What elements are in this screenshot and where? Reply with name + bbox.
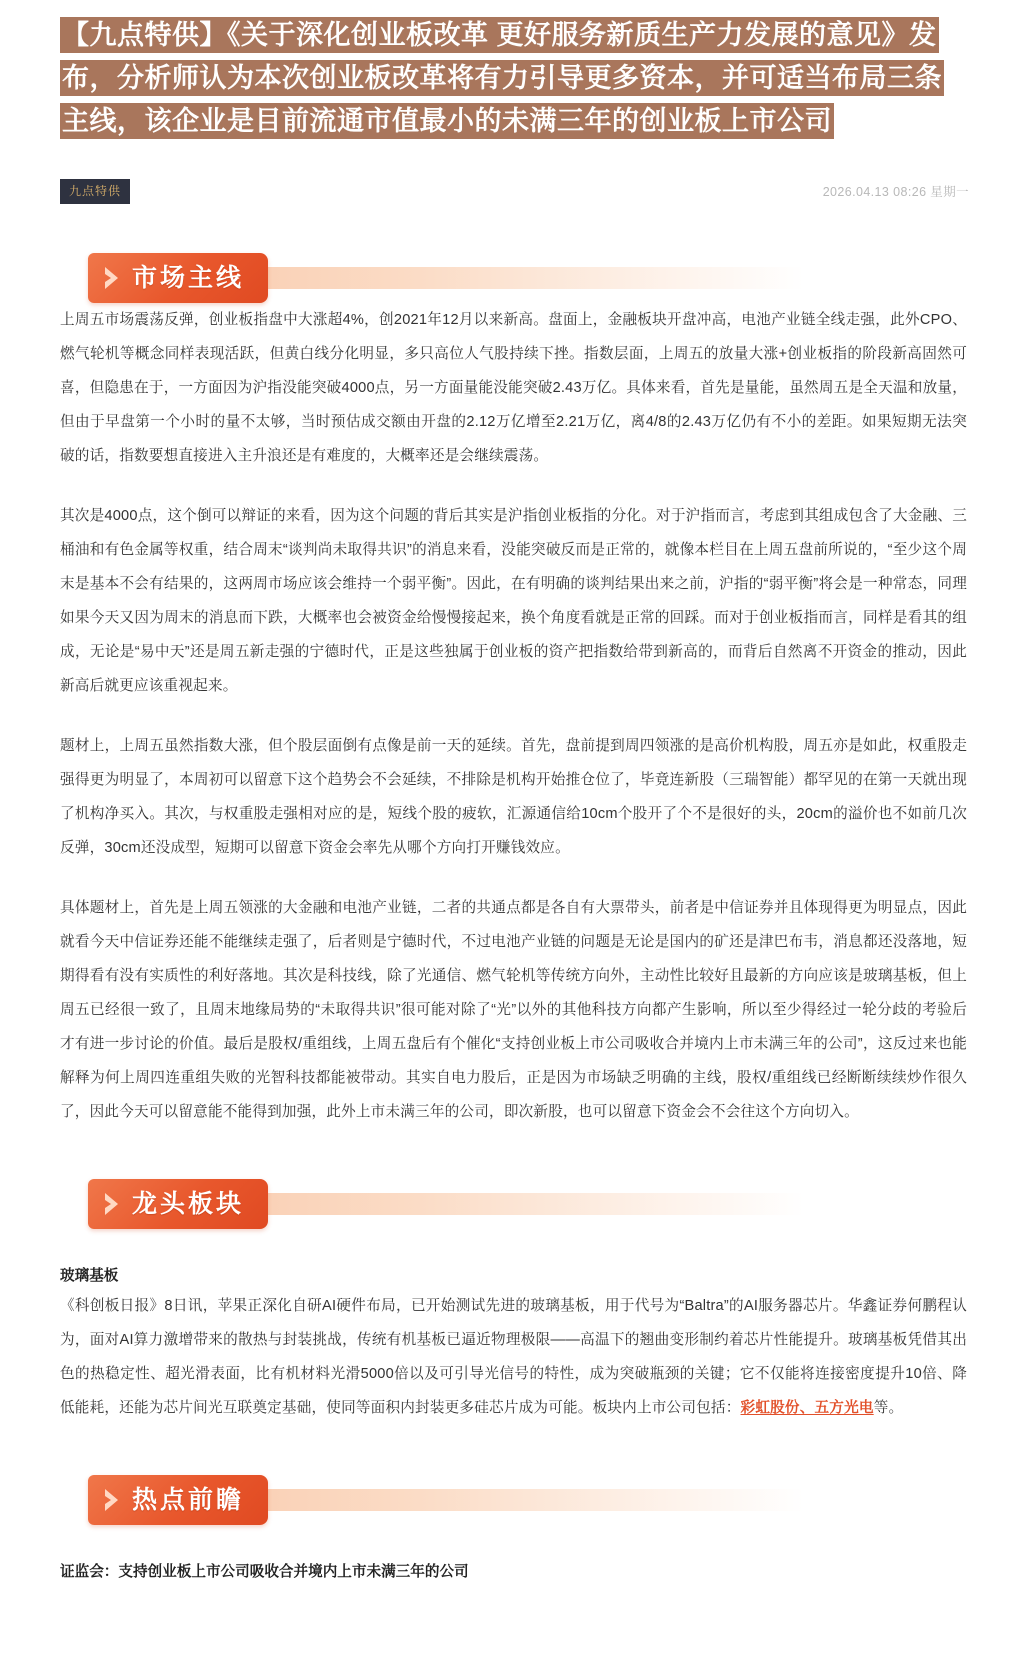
section-title: 市场主线 xyxy=(132,263,245,292)
page-title xyxy=(60,14,959,143)
page-title-text: 【九点特供】《关于深化创业板改革 更好服务新质生产力发展的意见》发布，分析师认为本次创业板改革将有力引导更多资本，并可适当布局三条主线，该企业是目前流通市值最小的未满三年的创业板上市公司 xyxy=(60,17,944,139)
paragraph: 其次是4000点，这个倒可以辩证的来看，因为这个问题的背后其实是沪指创业板指的分化。对于沪指而言，考虑到其组成包含了大金融、三桶油和有色金属等权重，结合周末“谈判尚未取得共识”的消息来看，没能突破反而是正常的，就像本栏目在上周五盘前所说的，“至少这个周末是基本不会有结果的，这两周市场应该会维持一个弱平衡”。因此，在有明确的谈判结果出来之前，沪指的“弱平衡”将会是一种常态，同理如果今天又因为周末的消息而下跌，大概率也会被资金给慢慢接起来，换个角度看就是正常的回踩。而对于创业板指而言，同样是看其的组成，无论是“易中天”还是周五新走强的宁德时代，正是这些独属于创业板的资产把指数给带到新高的，而背后自然离不开资金的推动，因此新高后就更应该重视起来。 xyxy=(60,508,967,694)
section-header-leading-sectors xyxy=(0,1179,1019,1229)
article-meta xyxy=(0,179,1019,203)
chevron-right-icon xyxy=(102,1191,122,1217)
publish-date: 2026.04.13 08:26 星期一 xyxy=(822,185,969,199)
section-title: 热点前瞻 xyxy=(132,1485,245,1514)
paragraph: 上周五市场震荡反弹，创业板指盘中大涨超4%，创2021年12月以来新高。盘面上，金融板块开盘冲高，电池产业链全线走强，此外CPO、燃气轮机等概念同样表现活跃，但黄白线分化明显，多只高位人气股持续下挫。指数层面，上周五的放量大涨+创业板指的阶段新高固然可喜，但隐患在于，一方面因为沪指没能突破4000点，另一方面量能没能突破2.43万亿。具体来看，首先是量能，虽然周五是全天温和放量，但由于早盘第一个小时的量不太够，当时预估成交额由开盘的2.12万亿增至2.21万亿，离4/8的2.43万亿仍有不小的差距。如果短期无法突破的话，指数要想直接进入主升浪还是有难度的，大概率还是会继续震荡。 xyxy=(60,312,967,464)
section-header-badge xyxy=(88,1179,268,1229)
chevron-right-icon xyxy=(102,265,122,291)
section-body-leading-sectors xyxy=(0,1289,1019,1425)
paragraph-lead: 《科创板日报》8日讯，苹果正深化自研AI硬件布局，已开始测试先进的玻璃基板，用于代号为“Baltra”的AI服务器芯片。华鑫证券何鹏程认为，面对AI算力激增带来的散热与封装挑战，传统有机基板已逼近物理极限——高温下的翘曲变形制约着芯片性能提升。玻璃基板凭借其出色的热稳定性、超光滑表面，比有机材料光滑5000倍以及可引导光信号的特性，成为突破瓶颈的关键；它不仅能将连接密度提升10倍、降低能耗，还能为芯片间光互联奠定基础，使同等面积内封装更多硅芯片成为可能。板块内上市公司包括： xyxy=(60,1298,967,1416)
section-header-badge xyxy=(88,1475,268,1525)
section-header-hotspot-outlook xyxy=(0,1475,1019,1525)
section-header-market-mainline xyxy=(0,253,1019,303)
source-tag-badge[interactable]: 九点特供 xyxy=(60,179,130,204)
subsection-heading-partial: 证监会：支持创业板上市公司吸收合并境内上市未满三年的公司 xyxy=(60,1564,469,1580)
paragraph: 具体题材上，首先是上周五领涨的大金融和电池产业链，二者的共通点都是各自有大票带头，前者是中信证券并且体现得更为明显点，因此就看今天中信证券还能不能继续走强了，后者则是宁德时代，不过电池产业链的问题是无论是国内的矿还是津巴布韦，消息都还没落地，短期得看有没有实质性的利好落地。其次是科技线，除了光通信、燃气轮机等传统方向外，主动性比较好且最新的方向应该是玻璃基板，但上周五已经很一致了，且周末地缘局势的“未取得共识”很可能对除了“光”以外的其他科技方向都产生影响，所以至少得经过一轮分歧的考验后才有进一步讨论的价值。最后是股权/重组线，上周五盘后有个催化“支持创业板上市公司吸收合并境内上市未满三年的公司”，这反过来也能解释为何上周四连重组失败的光智科技都能被带动。其实自电力股后，正是因为市场缺乏明确的主线，股权/重组线已经断断续续炒作很久了，因此今天可以留意能不能得到加强，此外上市未满三年的公司，即次新股，也可以留意下资金会不会往这个方向切入。 xyxy=(60,900,967,1120)
section-body-market-mainline xyxy=(0,303,1019,1129)
section-header-badge xyxy=(88,253,268,303)
subsection-heading: 玻璃基板 xyxy=(60,1268,119,1284)
section-title: 龙头板块 xyxy=(132,1189,245,1218)
title-container xyxy=(0,0,1019,143)
paragraph-tail: 等。 xyxy=(873,1400,904,1416)
paragraph: 题材上，上周五虽然指数大涨，但个股层面倒有点像是前一天的延续。首先，盘前提到周四领涨的是高价机构股，周五亦是如此，权重股走强得更为明显了，本周初可以留意下这个趋势会不会延续，不排除是机构开始推仓位了，毕竟连新股（三瑞智能）都罕见的在第一天就出现了机构净买入。其次，与权重股走强相对应的是，短线个股的疲软，汇源通信给10cm个股开了个不是很好的头，20cm的溢价也不如前几次反弹，30cm还没成型，短期可以留意下资金会率先从哪个方向打开赚钱效应。 xyxy=(60,738,967,856)
stock-link[interactable]: 彩虹股份、五方光电 xyxy=(740,1400,874,1416)
paragraph xyxy=(60,1289,967,1425)
chevron-right-icon xyxy=(102,1487,122,1513)
